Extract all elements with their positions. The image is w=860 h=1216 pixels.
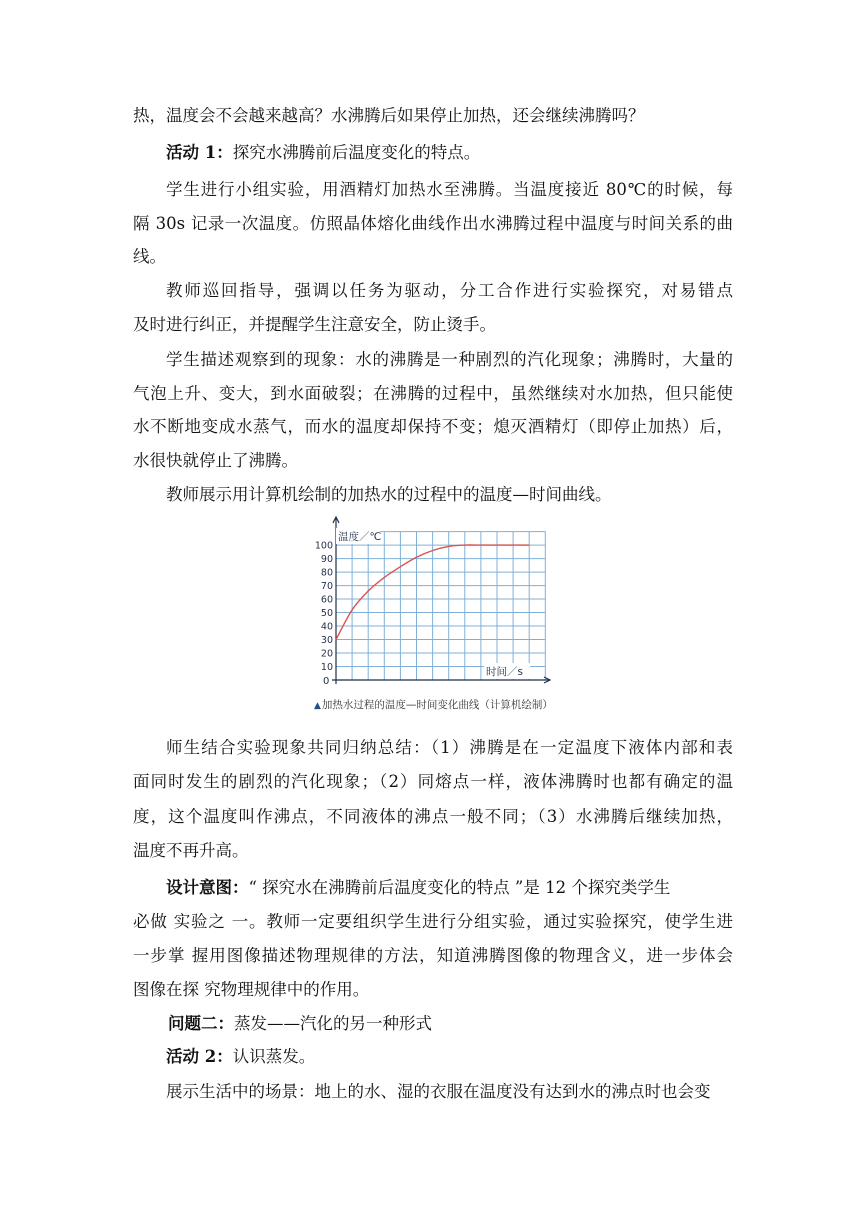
paragraph-summary-line4: 温度不再升高。 — [133, 841, 249, 860]
chart-grid — [336, 532, 545, 680]
question-2-text: 蒸发——汽化的另一种形式 — [234, 1014, 432, 1033]
activity-2-label: 活动 2： — [166, 1047, 233, 1066]
paragraph-experiment-line3: 线。 — [133, 247, 166, 266]
paragraph-summary-line2: 面同时发生的剧烈的汽化现象；（2）同熔点一样，液体沸腾时也都有确定的温 — [133, 772, 733, 791]
paragraph-guidance-line2: 及时进行纠正，并提醒学生注意安全，防止烫手。 — [133, 315, 496, 334]
chart-x-axis-label: 时间／s — [486, 666, 523, 678]
temperature-time-figure — [314, 514, 570, 714]
design-intent-line1 — [166, 877, 733, 899]
paragraph-guidance-line1: 教师巡回指导，强调以任务为驱动，分工合作进行实验探究，对易错点 — [166, 281, 733, 300]
figure-caption — [314, 697, 604, 712]
y-tick-label: 30 — [320, 635, 333, 647]
design-intent-line3: 一步掌 握用图像描述物理规律的方法，知道沸腾图像的物理含义，进一步体会 — [133, 946, 733, 965]
temperature-time-chart — [314, 514, 570, 694]
activity-1-label: 活动 1： — [166, 143, 233, 162]
paragraph-summary-line3: 度，这个温度叫作沸点，不同液体的沸点一般不同；（3）水沸腾后继续加热， — [133, 807, 733, 826]
paragraph-intro-continuation: 热，温度会不会越来越高？水沸腾后如果停止加热，还会继续沸腾吗？ — [133, 106, 645, 125]
paragraph-experiment-line1: 学生进行小组实验，用酒精灯加热水至沸腾。当温度接近 80℃的时候，每 — [166, 180, 733, 199]
chart-y-axis-label: 温度／℃ — [338, 531, 382, 543]
design-intent-line2: 必做 实验之 一。教师一定要组织学生进行分组实验，通过实验探究，使学生进 — [133, 912, 733, 931]
activity-1-heading — [166, 142, 480, 164]
y-tick-label: 70 — [320, 581, 333, 593]
y-tick-label: 100 — [314, 540, 333, 552]
paragraph-evaporation: 展示生活中的场景：地上的水、湿的衣服在温度没有达到水的沸点时也会变 — [166, 1082, 711, 1101]
paragraph-observation-line3: 水不断地变成水蒸气，而水的温度却保持不变；熄灭酒精灯（即停止加热）后， — [133, 417, 733, 436]
paragraph-observation-line1: 学生描述观察到的现象：水的沸腾是一种剧烈的汽化现象；沸腾时，大量的 — [166, 350, 733, 369]
chart-origin-label: 0 — [323, 676, 330, 687]
activity-2-text: 认识蒸发。 — [232, 1047, 316, 1066]
question-2-heading — [168, 1013, 432, 1035]
caption-text: 加热水过程的温度—时间变化曲线（计算机绘制） — [321, 699, 553, 711]
design-intent-line4: 图像在探 究物理规律中的作用。 — [133, 980, 370, 999]
y-tick-label: 90 — [320, 554, 333, 566]
paragraph-observation-line4: 水很快就停止了沸腾。 — [133, 451, 298, 470]
caption-marker-icon: ▲ — [314, 701, 321, 711]
paragraph-summary-line1: 师生结合实验现象共同归纳总结：（1）沸腾是在一定温度下液体内部和表 — [166, 738, 733, 757]
design-intent-text: “ 探究水在沸腾前后温度变化的特点 ”是 12 个探究类学生 — [248, 878, 671, 897]
paragraph-observation-line2: 气泡上升、变大，到水面破裂；在沸腾的过程中，虽然继续对水加热，但只能使 — [133, 384, 733, 403]
design-intent-label: 设计意图： — [166, 878, 249, 897]
question-2-label: 问题二： — [168, 1014, 234, 1033]
y-tick-label: 80 — [320, 567, 333, 579]
y-tick-label: 40 — [320, 621, 333, 633]
activity-2-heading — [166, 1046, 315, 1068]
paragraph-experiment-line2: 隔 30s 记录一次温度。仿照晶体熔化曲线作出水沸腾过程中温度与时间关系的曲 — [133, 214, 733, 233]
paragraph-teacher-demo: 教师展示用计算机绘制的加热水的过程中的温度—时间曲线。 — [166, 485, 612, 504]
y-tick-label: 10 — [320, 662, 333, 674]
chart-tick-labels — [315, 541, 333, 673]
activity-1-text: 探究水沸腾前后温度变化的特点。 — [232, 143, 481, 162]
y-tick-label: 50 — [320, 608, 333, 620]
y-tick-label: 60 — [320, 594, 333, 606]
y-tick-label: 20 — [320, 648, 333, 660]
